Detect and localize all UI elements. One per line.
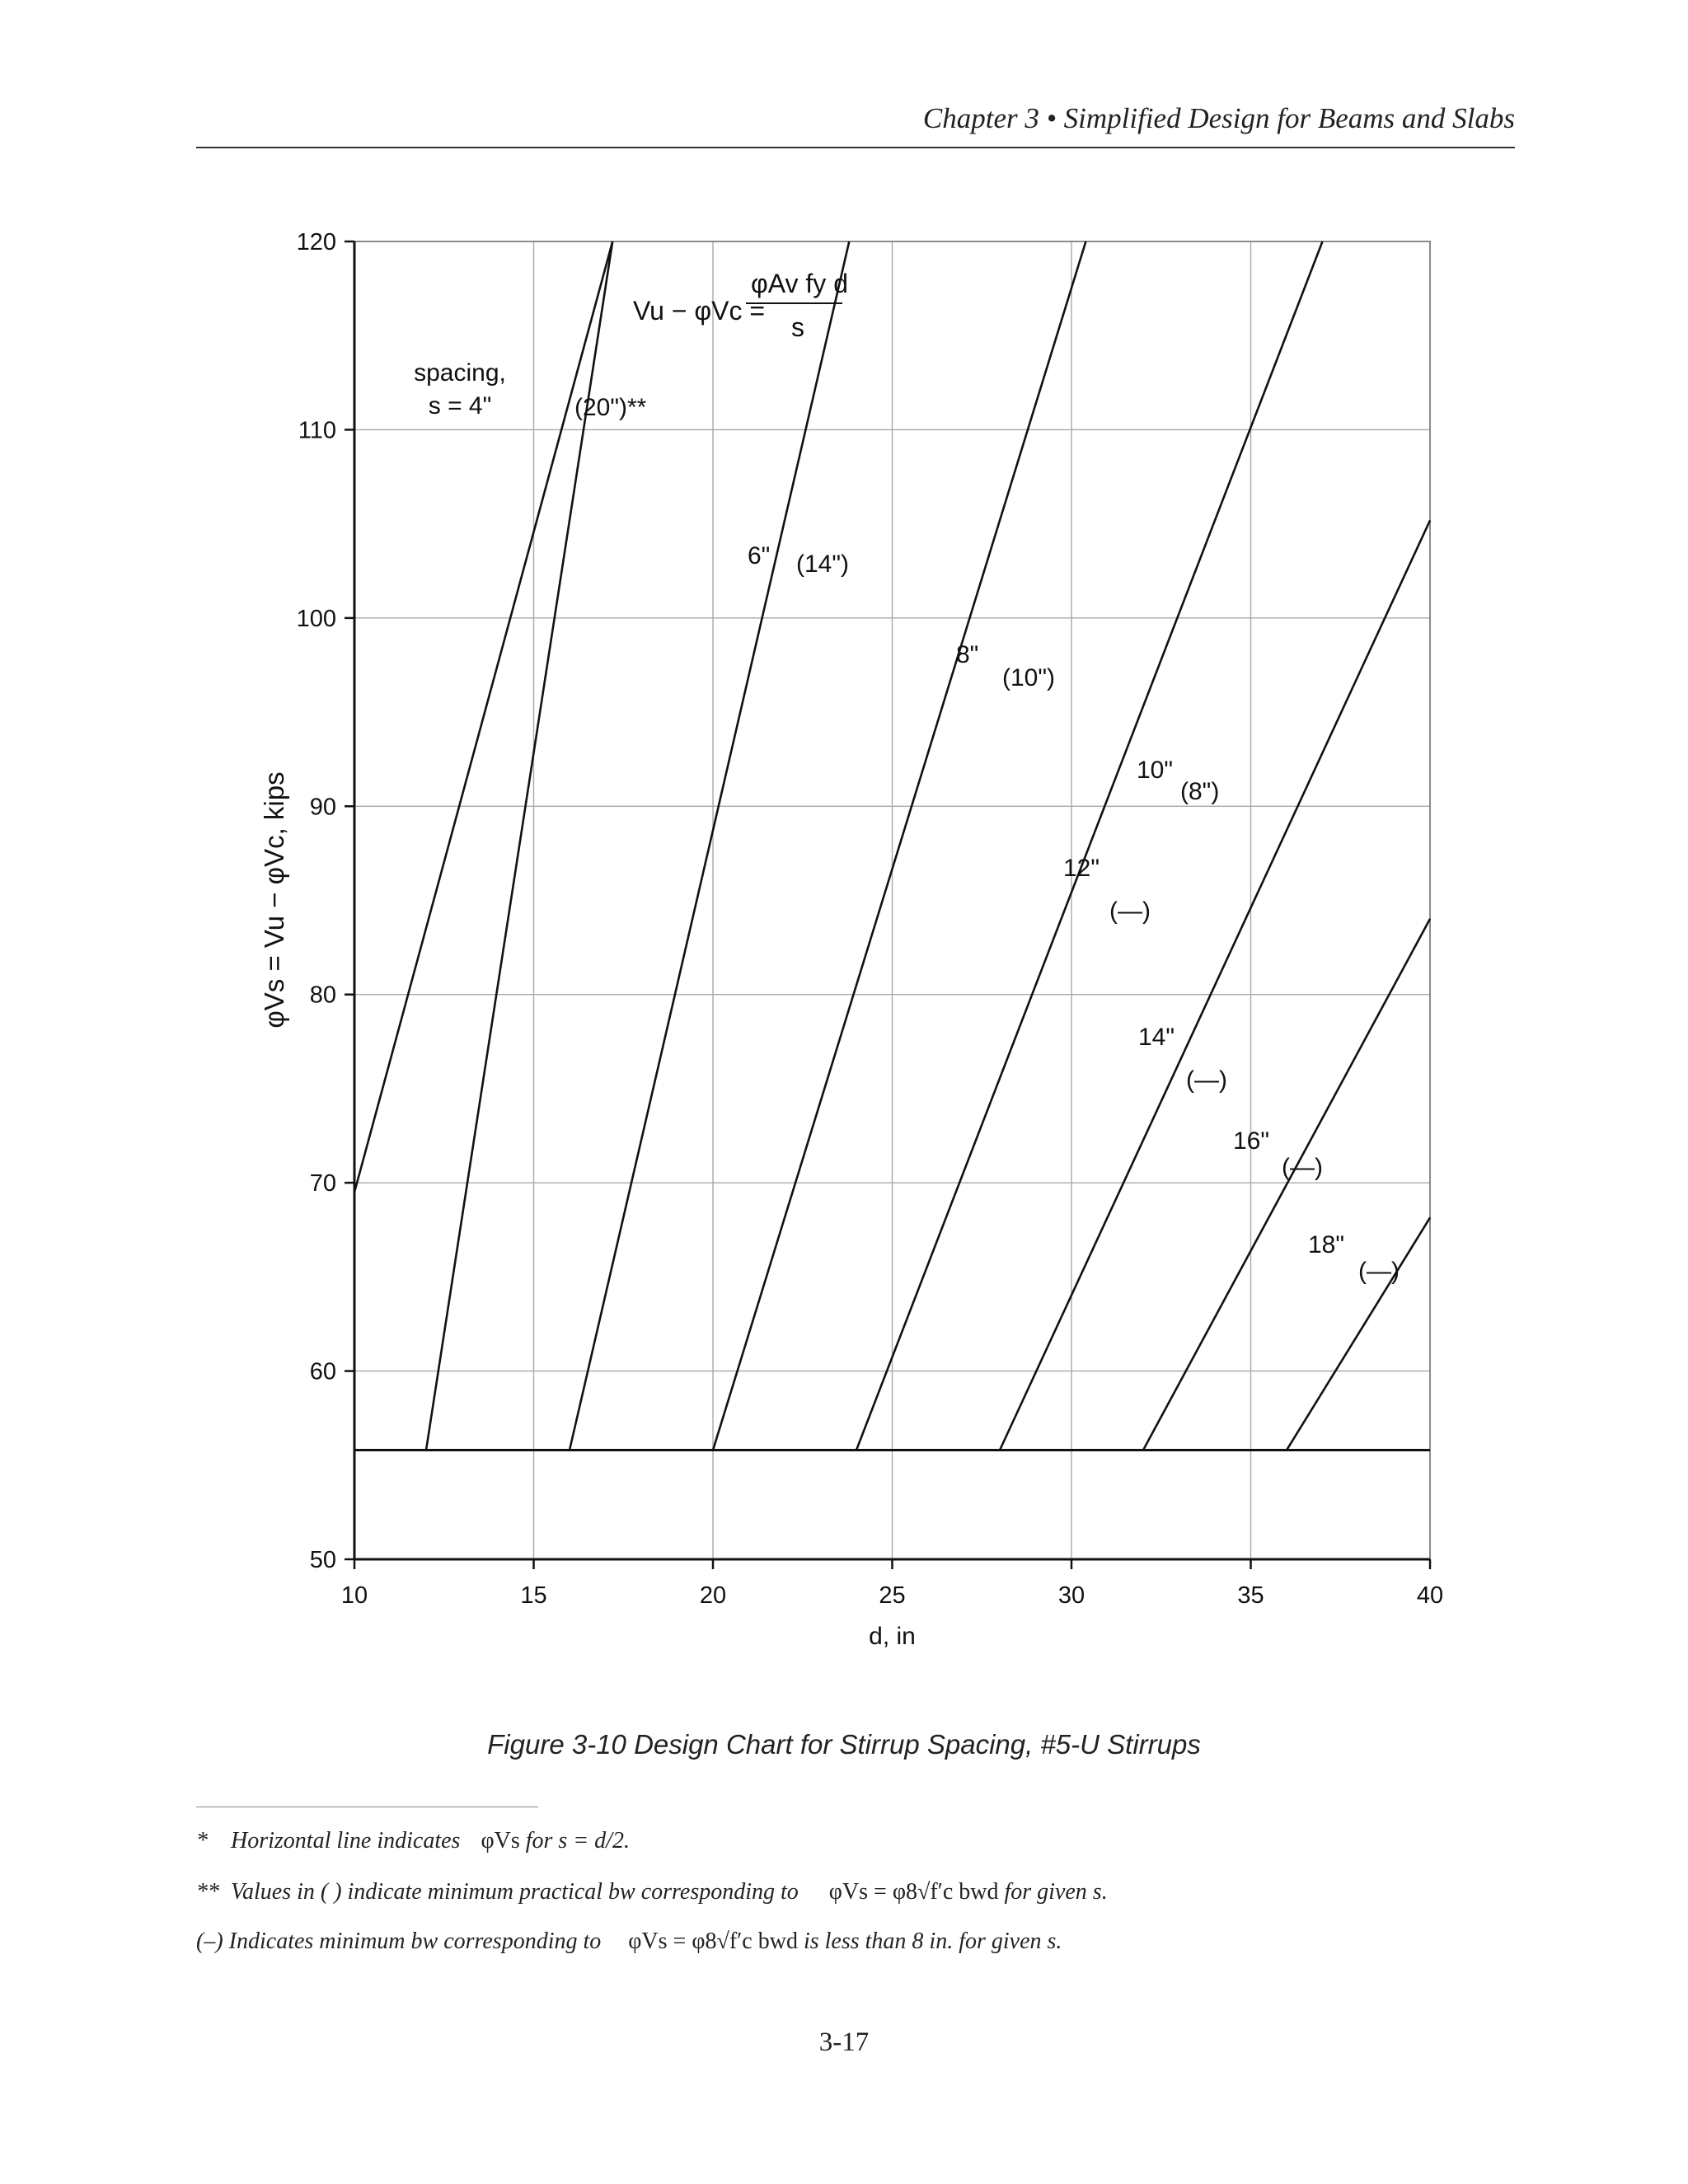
x-tick-label-30: 30 bbox=[1057, 1582, 1085, 1609]
y-tick-label-70: 70 bbox=[309, 1170, 336, 1197]
y-tick-label-80: 80 bbox=[309, 982, 336, 1009]
x-tick-label-35: 35 bbox=[1237, 1582, 1264, 1609]
spacing-line-6in bbox=[570, 241, 849, 1451]
series-secondary-16in: (—) bbox=[1282, 1154, 1323, 1181]
footnote-3-mark: (–) bbox=[196, 1929, 223, 1954]
y-tick-label-90: 90 bbox=[309, 794, 336, 821]
y-tick-label-100: 100 bbox=[296, 605, 336, 632]
footnote-1-formula: φVs bbox=[481, 1828, 520, 1854]
x-tick-label-20: 20 bbox=[699, 1582, 727, 1609]
spacing-line-12in bbox=[1000, 520, 1430, 1450]
footnote-2-formula: φVs = φ8√f′c bwd bbox=[828, 1879, 999, 1905]
formula-denominator: s bbox=[791, 312, 804, 342]
series-secondary-10in: (8") bbox=[1180, 778, 1220, 805]
y-tick-label-120: 120 bbox=[296, 229, 336, 255]
chart-labels bbox=[259, 269, 1400, 1650]
footnote-1-text-after: for s = d/2. bbox=[525, 1828, 630, 1854]
spacing-line-10in bbox=[856, 241, 1323, 1451]
y-tick-label-110: 110 bbox=[298, 417, 336, 444]
page-number: 3-17 bbox=[818, 2027, 870, 2057]
spacing-line-20in-note bbox=[426, 241, 612, 1451]
y-axis-title: φVs = Vu − φVc, kips bbox=[259, 771, 289, 1029]
series-secondary-18in: (—) bbox=[1358, 1258, 1400, 1285]
chart-ticks bbox=[297, 229, 1444, 1609]
spacing-line-14in bbox=[1143, 919, 1430, 1451]
x-axis-title: d, in bbox=[869, 1623, 916, 1650]
figure-caption: Figure 3-10 Design Chart for Stirrup Spacing, #5-U Stirrups bbox=[487, 1729, 1201, 1760]
series-label-16in: 16" bbox=[1233, 1127, 1270, 1155]
series-label-spacing: spacing, bbox=[414, 359, 506, 387]
x-tick-label-15: 15 bbox=[520, 1582, 547, 1609]
formula-lhs: Vu − φVc = bbox=[633, 296, 766, 326]
footnote-3-text: Indicates minimum bw corresponding to bbox=[228, 1929, 602, 1954]
series-label-10in: 10" bbox=[1137, 757, 1174, 784]
series-label-6in: 6" bbox=[748, 542, 771, 569]
chart-grid bbox=[354, 241, 1430, 1559]
spacing-line-8in bbox=[713, 241, 1085, 1451]
y-tick-label-50: 50 bbox=[309, 1547, 336, 1573]
running-title: Chapter 3 • Simplified Design for Beams and Slabs bbox=[922, 102, 1515, 134]
footnote-2-text-after: for given s. bbox=[1004, 1879, 1108, 1905]
x-tick-label-40: 40 bbox=[1416, 1582, 1444, 1609]
x-tick-label-25: 25 bbox=[879, 1582, 906, 1609]
footnote-2-text: Values in ( ) indicate minimum practical bw corresponding to bbox=[231, 1879, 799, 1905]
formula-numerator: φAv fy d bbox=[751, 269, 848, 298]
series-secondary-14in: (—) bbox=[1186, 1066, 1227, 1094]
series-label-14in: 14" bbox=[1138, 1024, 1175, 1051]
footnote-1-mark: * bbox=[196, 1828, 208, 1854]
footnote-1 bbox=[196, 1828, 630, 1854]
series-label-12in: 12" bbox=[1063, 855, 1100, 882]
footnote-1-text: Horizontal line indicates bbox=[231, 1828, 461, 1854]
footnote-3-formula: φVs = φ8√f′c bwd bbox=[628, 1929, 798, 1954]
footnote-2-mark: ** bbox=[196, 1879, 219, 1905]
series-secondary-12in: (—) bbox=[1109, 898, 1151, 925]
series-label-18in: 18" bbox=[1308, 1231, 1345, 1258]
x-tick-label-10: 10 bbox=[340, 1582, 368, 1609]
footnote-3 bbox=[196, 1929, 1062, 1955]
footnote-3-text-after: is less than 8 in. for given s. bbox=[803, 1929, 1062, 1954]
series-label-8in: 8" bbox=[956, 641, 979, 668]
y-tick-label-60: 60 bbox=[309, 1358, 336, 1385]
series-secondary-6in: (14") bbox=[796, 551, 849, 578]
series-label-4in: s = 4" bbox=[428, 392, 492, 419]
footnote-2 bbox=[196, 1879, 1108, 1905]
series-secondary-8in: (10") bbox=[1002, 664, 1055, 691]
series-secondary-20in: (20")** bbox=[574, 394, 647, 421]
